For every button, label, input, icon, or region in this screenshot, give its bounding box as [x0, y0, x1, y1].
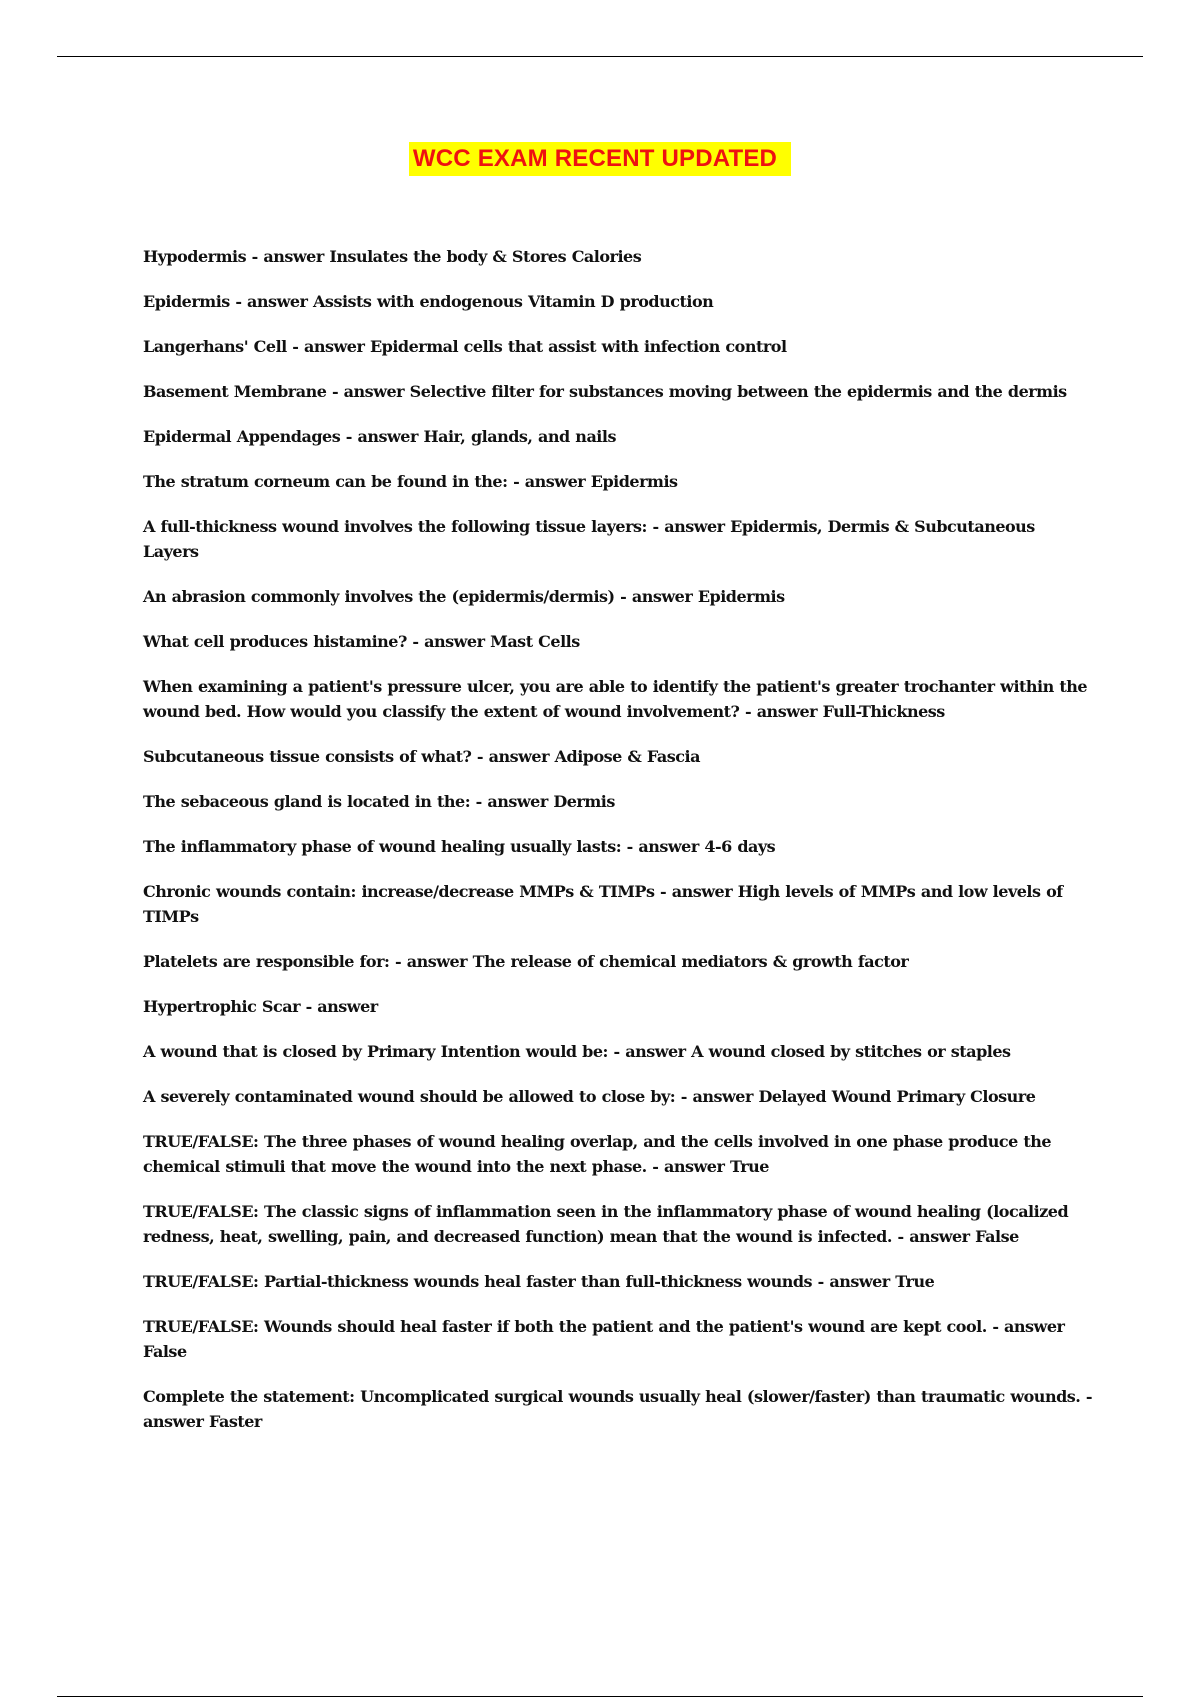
qa-item-contaminated-wound: A severely contaminated wound should be allowed to close by: - answer Delayed Wound Primary Closure — [143, 1087, 1036, 1106]
title-container — [0, 142, 1200, 176]
qa-item-abrasion: An abrasion commonly involves the (epidermis/dermis) - answer Epidermis — [143, 587, 785, 606]
qa-item-tf-kept-cool: TRUE/FALSE: Wounds should heal faster if both the patient and the patient's wound are kept cool. - answer False — [143, 1317, 1065, 1361]
qa-item-epidermis: Epidermis - answer Assists with endogenous Vitamin D production — [143, 292, 714, 311]
qa-item-tf-partial-thickness: TRUE/FALSE: Partial-thickness wounds heal faster than full-thickness wounds - answer True — [143, 1272, 935, 1291]
qa-item-pressure-ulcer: When examining a patient's pressure ulcer, you are able to identify the patient's greater trochanter within the wound bed. How would you classify the extent of wound involvement? - answer Full-Thickness — [143, 677, 1088, 721]
qa-item-full-thickness-wound: A full-thickness wound involves the following tissue layers: - answer Epidermis, Dermis & Subcutaneous Layers — [143, 517, 1035, 561]
qa-item-hypodermis: Hypodermis - answer Insulates the body & Stores Calories — [143, 247, 642, 266]
header-rule — [57, 56, 1143, 57]
qa-list — [143, 244, 1093, 1454]
qa-item-surgical-wounds: Complete the statement: Uncomplicated surgical wounds usually heal (slower/faster) than traumatic wounds. - answer Faster — [143, 1387, 1093, 1431]
qa-item-langerhans-cell: Langerhans' Cell - answer Epidermal cells that assist with infection control — [143, 337, 787, 356]
qa-item-subcutaneous-tissue: Subcutaneous tissue consists of what? - answer Adipose & Fascia — [143, 747, 700, 766]
qa-item-platelets: Platelets are responsible for: - answer The release of chemical mediators & growth factor — [143, 952, 909, 971]
qa-item-stratum-corneum: The stratum corneum can be found in the: - answer Epidermis — [143, 472, 678, 491]
qa-item-epidermal-appendages: Epidermal Appendages - answer Hair, glands, and nails — [143, 427, 616, 446]
qa-item-inflammatory-phase: The inflammatory phase of wound healing usually lasts: - answer 4-6 days — [143, 837, 776, 856]
qa-item-sebaceous-gland: The sebaceous gland is located in the: - answer Dermis — [143, 792, 615, 811]
qa-item-basement-membrane: Basement Membrane - answer Selective filter for substances moving between the epidermis and the dermis — [143, 382, 1067, 401]
footer-rule — [57, 1696, 1143, 1697]
document-title: WCC EXAM RECENT UPDATED — [409, 142, 791, 176]
qa-item-primary-intention: A wound that is closed by Primary Intention would be: - answer A wound closed by stitches or staples — [143, 1042, 1011, 1061]
qa-item-chronic-wounds: Chronic wounds contain: increase/decrease MMPs & TIMPs - answer High levels of MMPs and low levels of TIMPs — [143, 882, 1063, 926]
qa-item-tf-phases-overlap: TRUE/FALSE: The three phases of wound healing overlap, and the cells involved in one phase produce the chemical stimuli that move the wound into the next phase. - answer True — [143, 1132, 1052, 1176]
qa-item-histamine: What cell produces histamine? - answer Mast Cells — [143, 632, 580, 651]
qa-item-hypertrophic-scar: Hypertrophic Scar - answer — [143, 997, 378, 1016]
qa-item-tf-inflammation-signs: TRUE/FALSE: The classic signs of inflammation seen in the inflammatory phase of wound healing (localized redness, heat, swelling, pain, and decreased function) mean that the wound is infected. - answer False — [143, 1202, 1069, 1246]
